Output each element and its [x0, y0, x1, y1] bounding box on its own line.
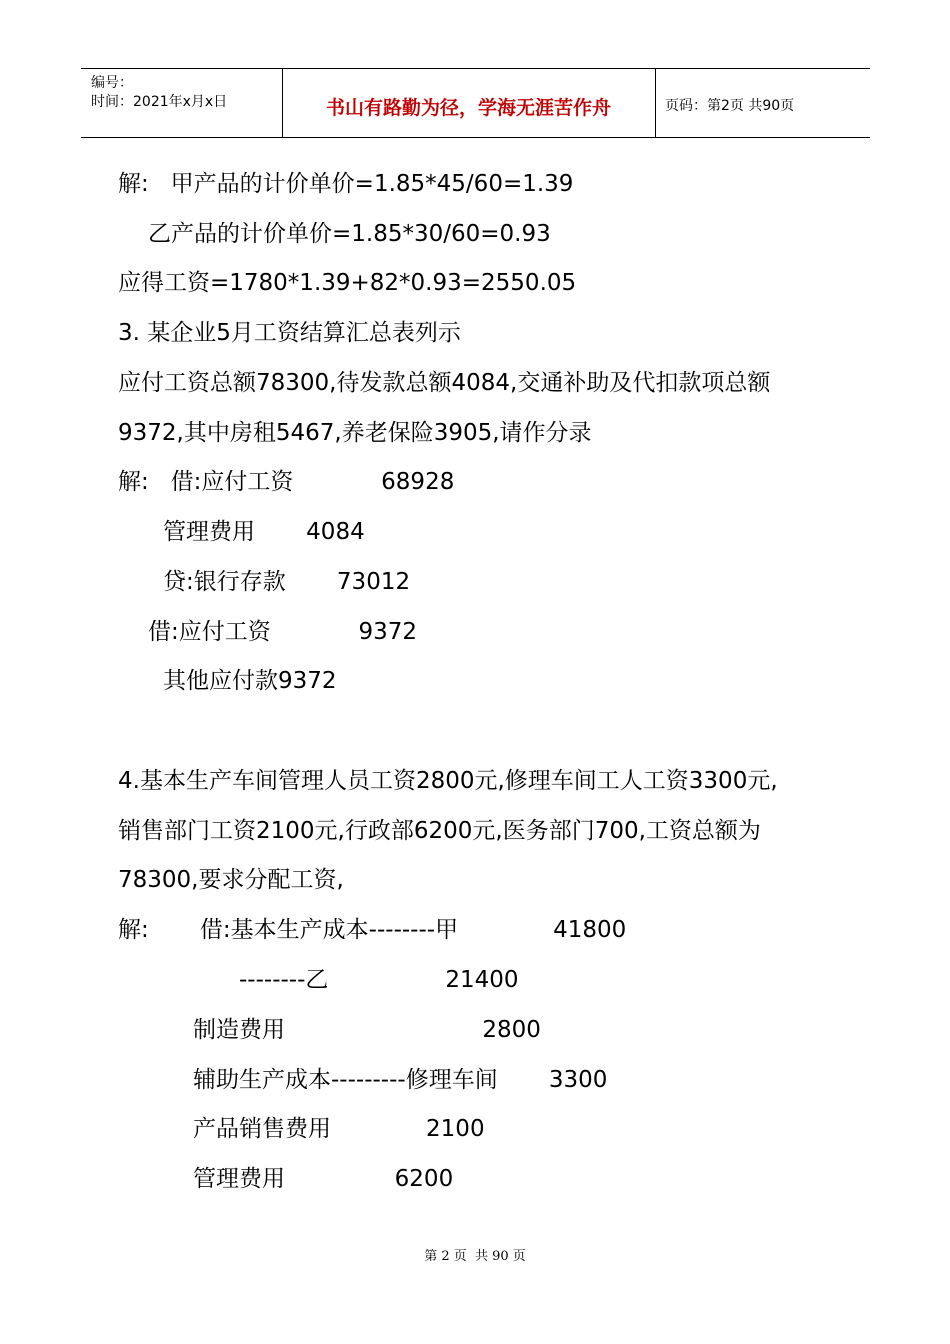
body-line: 4.基本生产车间管理人员工资2800元,修理车间工人工资3300元,: [118, 768, 778, 794]
body-line: --------乙 21400: [239, 967, 519, 993]
body-line: 乙产品的计价单价=1.85*30/60=0.93: [148, 221, 551, 247]
header-page-cell: [656, 69, 870, 137]
body-line: 78300,要求分配工资,: [118, 867, 344, 893]
body-line: 销售部门工资2100元,行政部6200元,医务部门700,工资总额为: [118, 818, 761, 844]
body-line: 产品销售费用 2100: [193, 1116, 485, 1142]
number-label: 编号：: [91, 75, 133, 91]
body-line: 应得工资=1780*1.39+82*0.93=2550.05: [118, 270, 577, 296]
body-line: 解: 甲产品的计价单价=1.85*45/60=1.39: [118, 171, 574, 197]
body-line: 管理费用 6200: [193, 1166, 454, 1192]
body-line: 辅助生产成本---------修理车间 3300: [193, 1067, 608, 1093]
motto-text: 书山有路勤为径，学海无涯苦作舟: [325, 97, 611, 119]
body-line: 借:应付工资 9372: [148, 619, 418, 645]
body-line: 解: 借:基本生产成本--------甲 41800: [118, 917, 627, 943]
header-page-info: 页码：第2页 共90页: [665, 98, 795, 114]
body-line: 贷:银行存款 73012: [163, 569, 411, 595]
body-line: 3. 某企业5月工资结算汇总表列示: [118, 320, 461, 346]
page-header: [81, 68, 870, 138]
body-line: 9372,其中房租5467,养老保险3905,请作分录: [118, 420, 592, 446]
header-info-cell: [81, 69, 283, 137]
header-motto-cell: [282, 69, 656, 137]
date-label: 时间：2021年x月x日: [91, 94, 228, 110]
page-footer: 第 2 页 共 90 页: [424, 1249, 526, 1264]
body-line: 解: 借:应付工资 68928: [118, 469, 455, 495]
body-line: 其他应付款9372: [163, 668, 337, 694]
body-line: 管理费用 4084: [163, 519, 365, 545]
body-line: 制造费用 2800: [193, 1017, 541, 1043]
body-line: 应付工资总额78300,待发款总额4084,交通补助及代扣款项总额: [118, 370, 771, 396]
